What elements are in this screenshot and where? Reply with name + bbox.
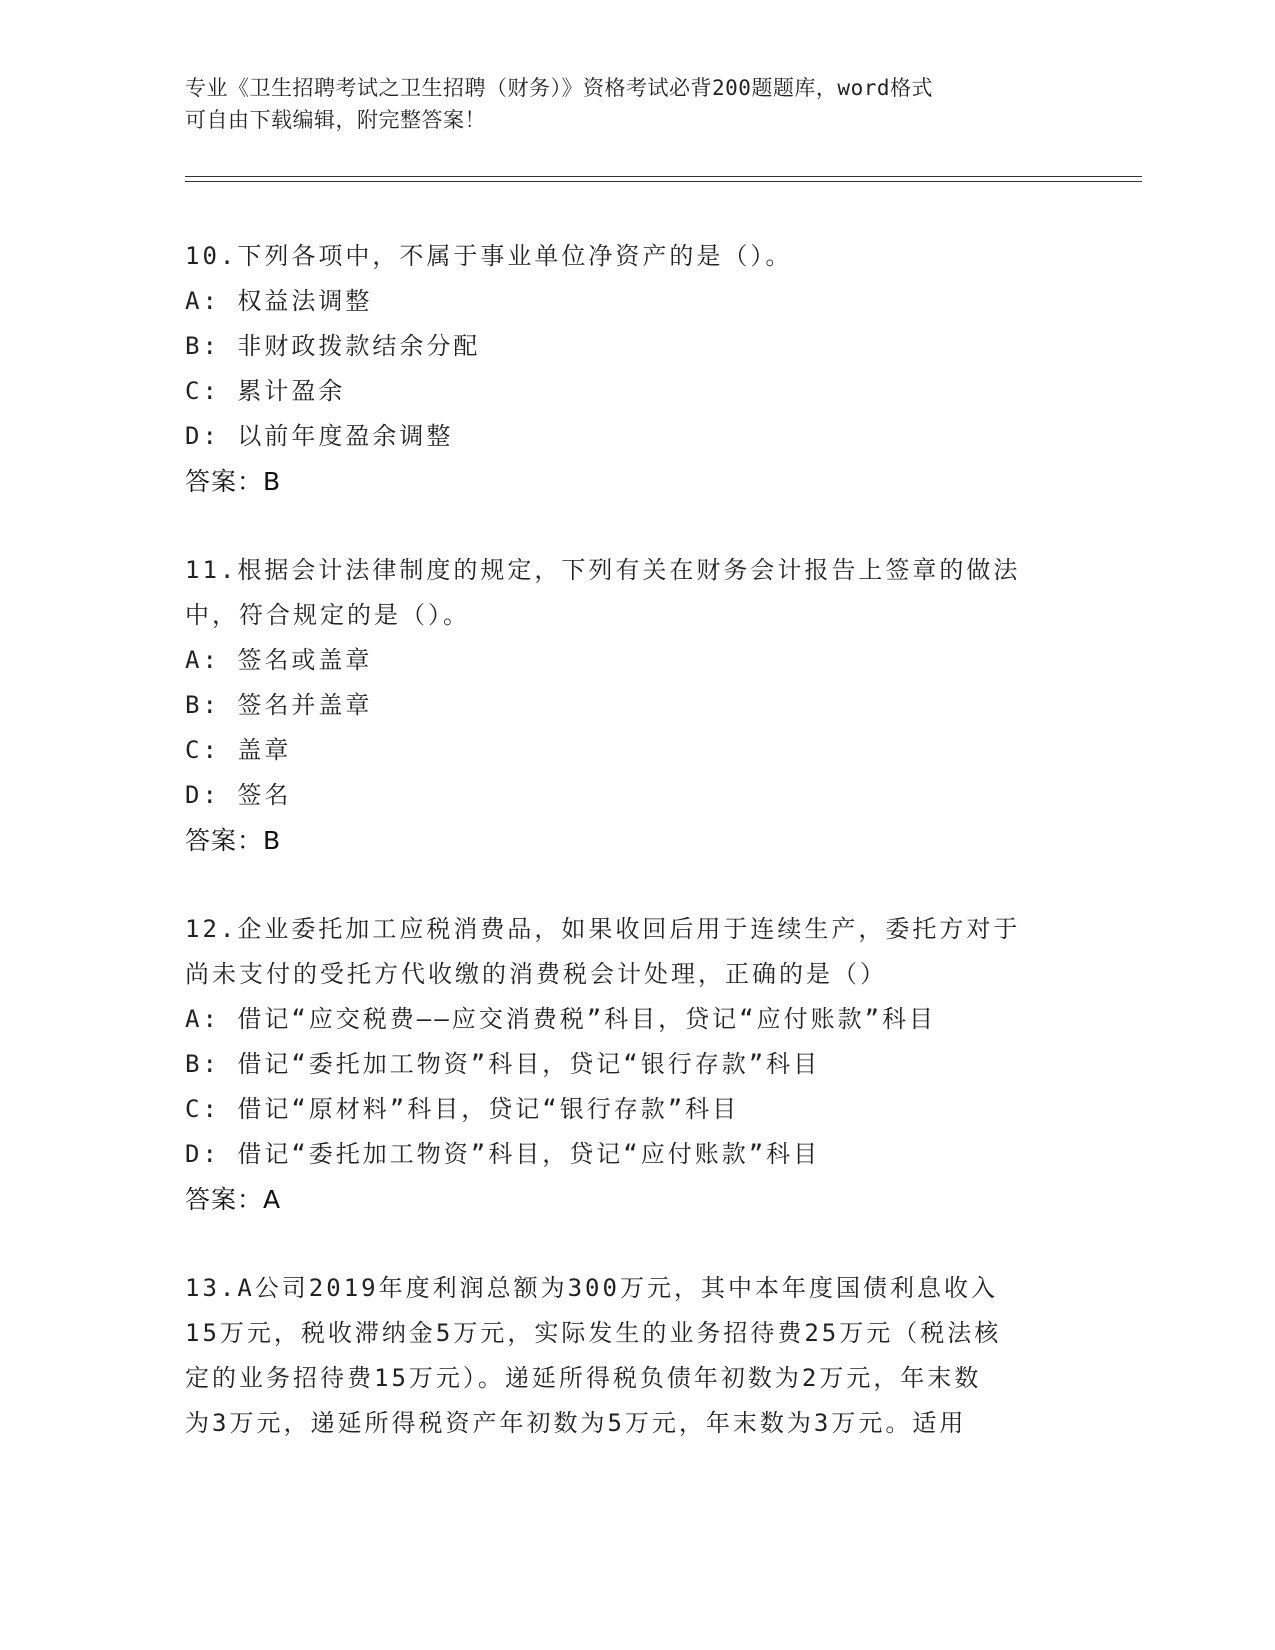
header-divider-top bbox=[185, 176, 1142, 177]
question-option: B: 签名并盖章 bbox=[185, 691, 373, 719]
question-option: A: 借记“应交税费——应交消费税”科目，贷记“应付账款”科目 bbox=[185, 1005, 937, 1033]
question-text: 为3万元，递延所得税资产年初数为5万元，年末数为3万元。适用 bbox=[185, 1409, 967, 1437]
question-text: 11.根据会计法律制度的规定，下列有关在财务会计报告上签章的做法 bbox=[185, 556, 1021, 584]
question-list bbox=[185, 234, 1085, 1490]
header-line-2: 可自由下载编辑，附完整答案！ bbox=[185, 108, 486, 132]
question-text: 10.下列各项中，不属于事业单位净资产的是（）。 bbox=[185, 242, 793, 270]
question-option: C: 累计盈余 bbox=[185, 377, 346, 405]
question-item bbox=[185, 1266, 1085, 1446]
question-item bbox=[185, 234, 1085, 504]
question-option: C: 借记“原材料”科目，贷记“银行存款”科目 bbox=[185, 1095, 740, 1123]
question-option: D: 以前年度盈余调整 bbox=[185, 422, 454, 450]
question-text: 尚未支付的受托方代收缴的消费税会计处理，正确的是（） bbox=[185, 960, 887, 988]
question-option: A: 权益法调整 bbox=[185, 287, 373, 315]
question-text: 中，符合规定的是（）。 bbox=[185, 601, 470, 629]
answer-line: 答案：B bbox=[185, 826, 282, 855]
question-option: B: 借记“委托加工物资”科目，贷记“银行存款”科目 bbox=[185, 1050, 821, 1078]
question-option: A: 签名或盖章 bbox=[185, 646, 373, 674]
question-option: D: 签名 bbox=[185, 781, 292, 809]
question-text: 定的业务招待费15万元）。递延所得税负债年初数为2万元，年末数 bbox=[185, 1364, 982, 1392]
question-item bbox=[185, 548, 1085, 863]
header-line-1: 专业《卫生招聘考试之卫生招聘（财务）》资格考试必背200题题库，word格式 bbox=[185, 76, 933, 100]
question-item bbox=[185, 907, 1085, 1222]
answer-line: 答案：A bbox=[185, 1185, 282, 1214]
document-header bbox=[185, 72, 1065, 136]
question-option: D: 借记“委托加工物资”科目，贷记“应付账款”科目 bbox=[185, 1140, 821, 1168]
question-text: 13.A公司2019年度利润总额为300万元，其中本年度国债利息收入 bbox=[185, 1274, 998, 1302]
question-option: B: 非财政拨款结余分配 bbox=[185, 332, 481, 360]
answer-line: 答案：B bbox=[185, 467, 282, 496]
question-text: 12.企业委托加工应税消费品，如果收回后用于连续生产，委托方对于 bbox=[185, 915, 1021, 943]
header-divider-bottom bbox=[185, 181, 1142, 182]
question-option: C: 盖章 bbox=[185, 736, 292, 764]
question-text: 15万元，税收滞纳金5万元，实际发生的业务招待费25万元（税法核 bbox=[185, 1319, 1002, 1347]
